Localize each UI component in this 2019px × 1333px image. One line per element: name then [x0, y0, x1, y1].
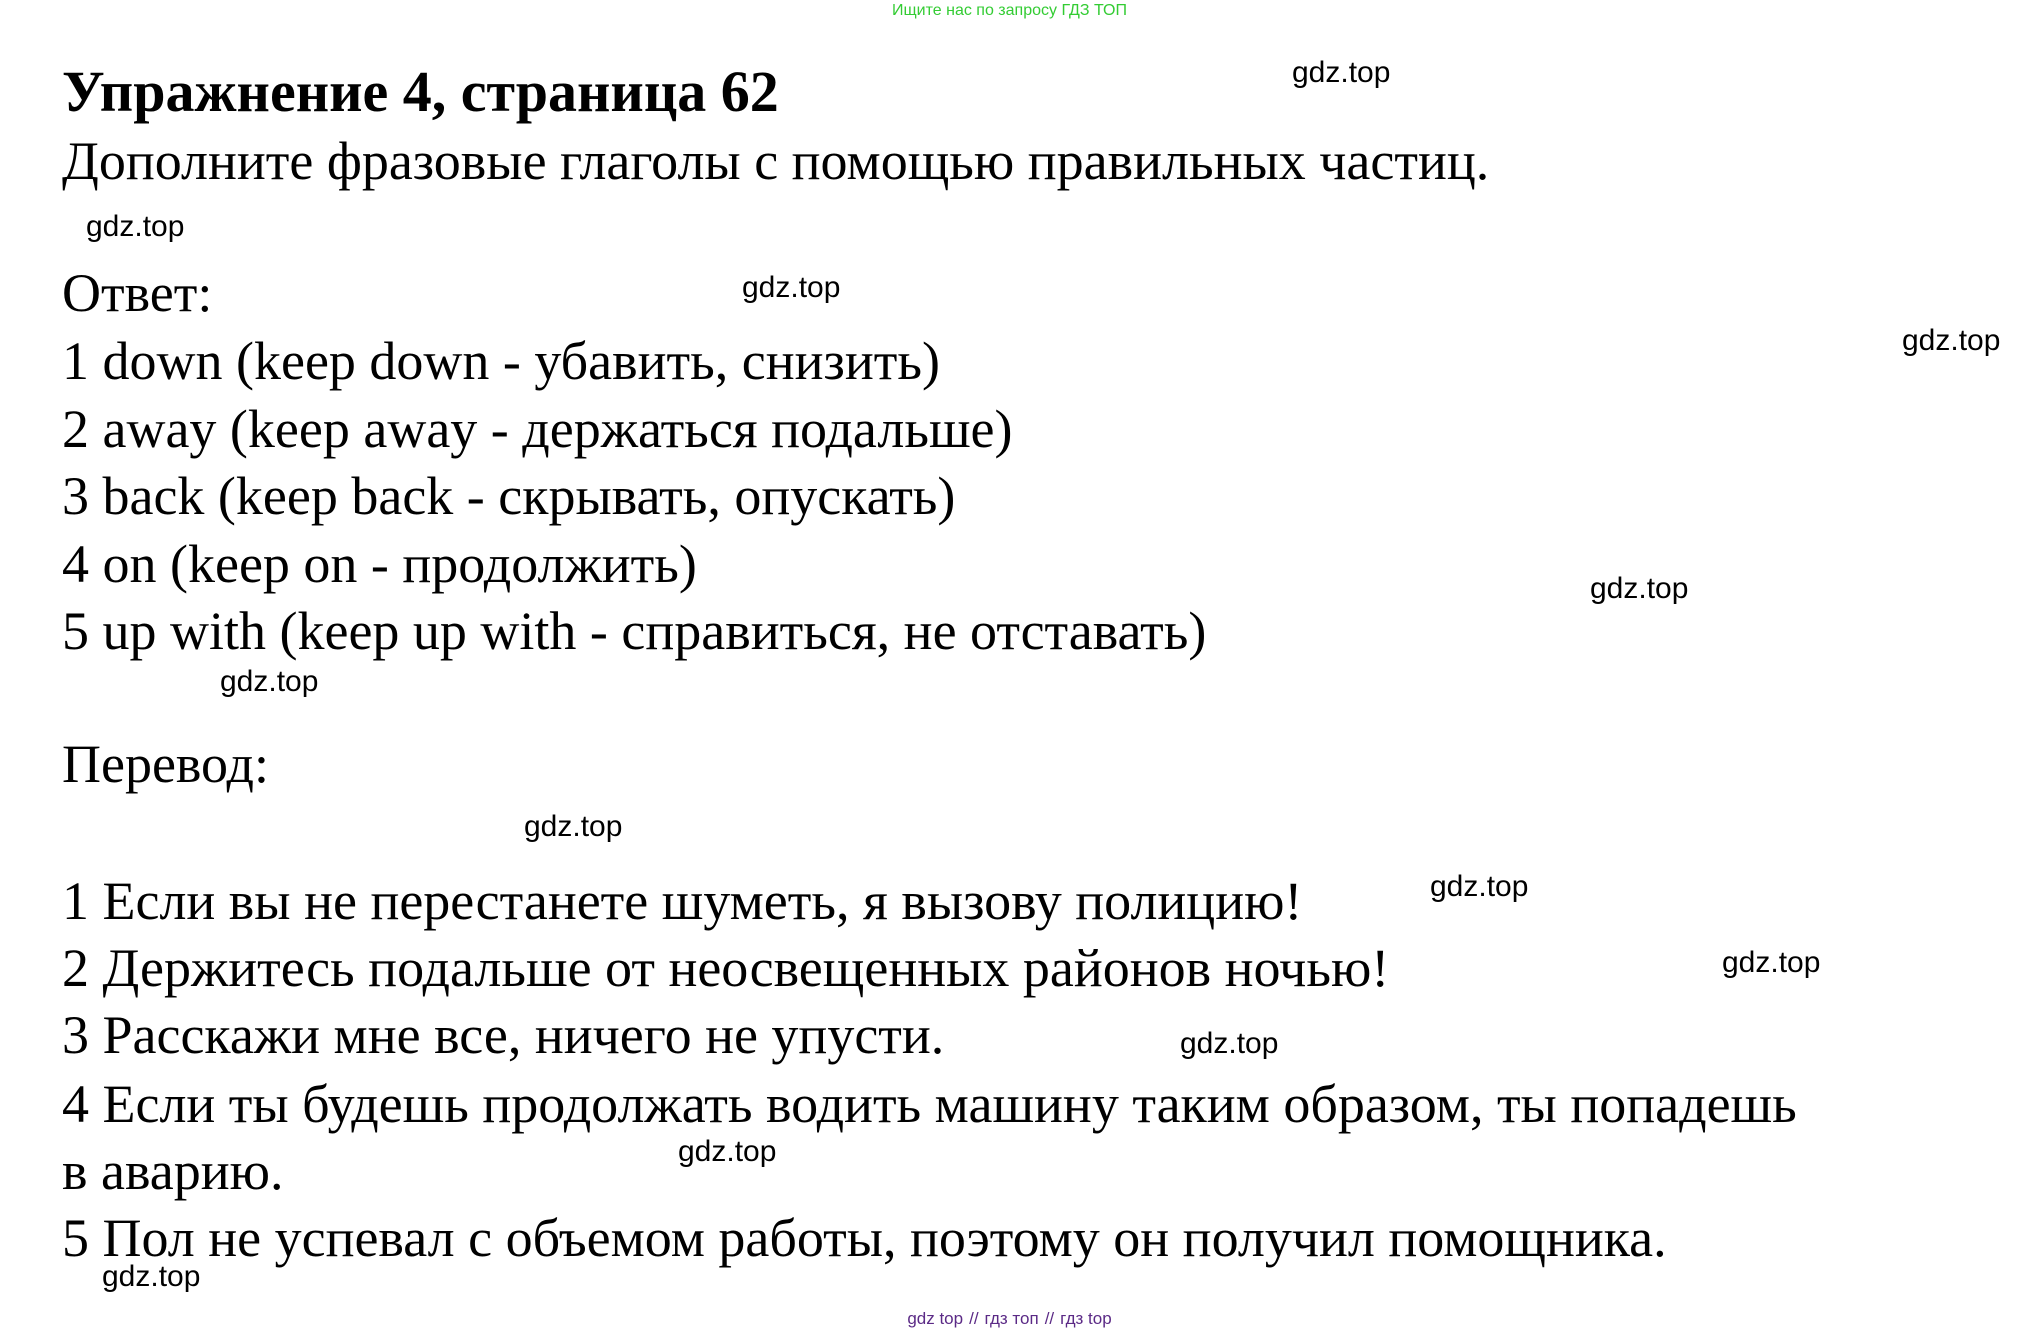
footer-links — [0, 1309, 2019, 1329]
watermark: gdz.top — [1292, 56, 1391, 89]
answer-line: 1 down (keep down - убавить, снизить) — [62, 331, 940, 391]
watermark: gdz.top — [1722, 946, 1821, 979]
watermark: gdz.top — [678, 1135, 777, 1168]
translation-line: 1 Если вы не перестанете шуметь, я вызову полицию! — [62, 871, 1303, 931]
watermark: gdz.top — [742, 271, 841, 304]
answer-line: 3 back (keep back - скрывать, опускать) — [62, 466, 956, 526]
watermark: gdz.top — [86, 210, 185, 243]
answer-line: 5 up with (keep up with - справиться, не отставать) — [62, 601, 1207, 661]
watermark: gdz.top — [1180, 1027, 1279, 1060]
translation-label: Перевод: — [62, 734, 269, 794]
answer-line: 2 away (keep away - держаться подальше) — [62, 399, 1013, 459]
watermark: gdz.top — [1590, 572, 1689, 605]
translation-line: 2 Держитесь подальше от неосвещенных районов ночью! — [62, 938, 1390, 998]
exercise-title: Упражнение 4, страница 62 — [62, 59, 779, 124]
watermark: gdz.top — [524, 810, 623, 843]
watermark: gdz.top — [1430, 870, 1529, 903]
watermark: gdz.top — [1902, 324, 2001, 357]
search-hint-banner: Ищите нас по запросу ГДЗ ТОП — [892, 2, 1127, 19]
footer-link[interactable]: гдз топ — [984, 1309, 1039, 1328]
translation-line: 5 Пол не успевал с объемом работы, поэтому он получил помощника. — [62, 1208, 1667, 1268]
footer-separator: // — [969, 1309, 979, 1328]
translation-line: 3 Расскажи мне все, ничего не упусти. — [62, 1005, 945, 1065]
answer-line: 4 on (keep on - продолжить) — [62, 534, 697, 594]
answer-label: Ответ: — [62, 263, 213, 323]
footer-link[interactable]: гдз top — [1060, 1309, 1112, 1328]
watermark: gdz.top — [102, 1260, 201, 1293]
footer-separator: // — [1044, 1309, 1055, 1328]
task-instruction: Дополните фразовые глаголы с помощью правильных частиц. — [62, 131, 1490, 191]
translation-line: 4 Если ты будешь продолжать водить машину таким образом, ты попадешь — [62, 1074, 1797, 1134]
watermark: gdz.top — [220, 665, 319, 698]
footer-link[interactable]: gdz top — [907, 1309, 964, 1328]
translation-line: в аварию. — [62, 1141, 284, 1201]
